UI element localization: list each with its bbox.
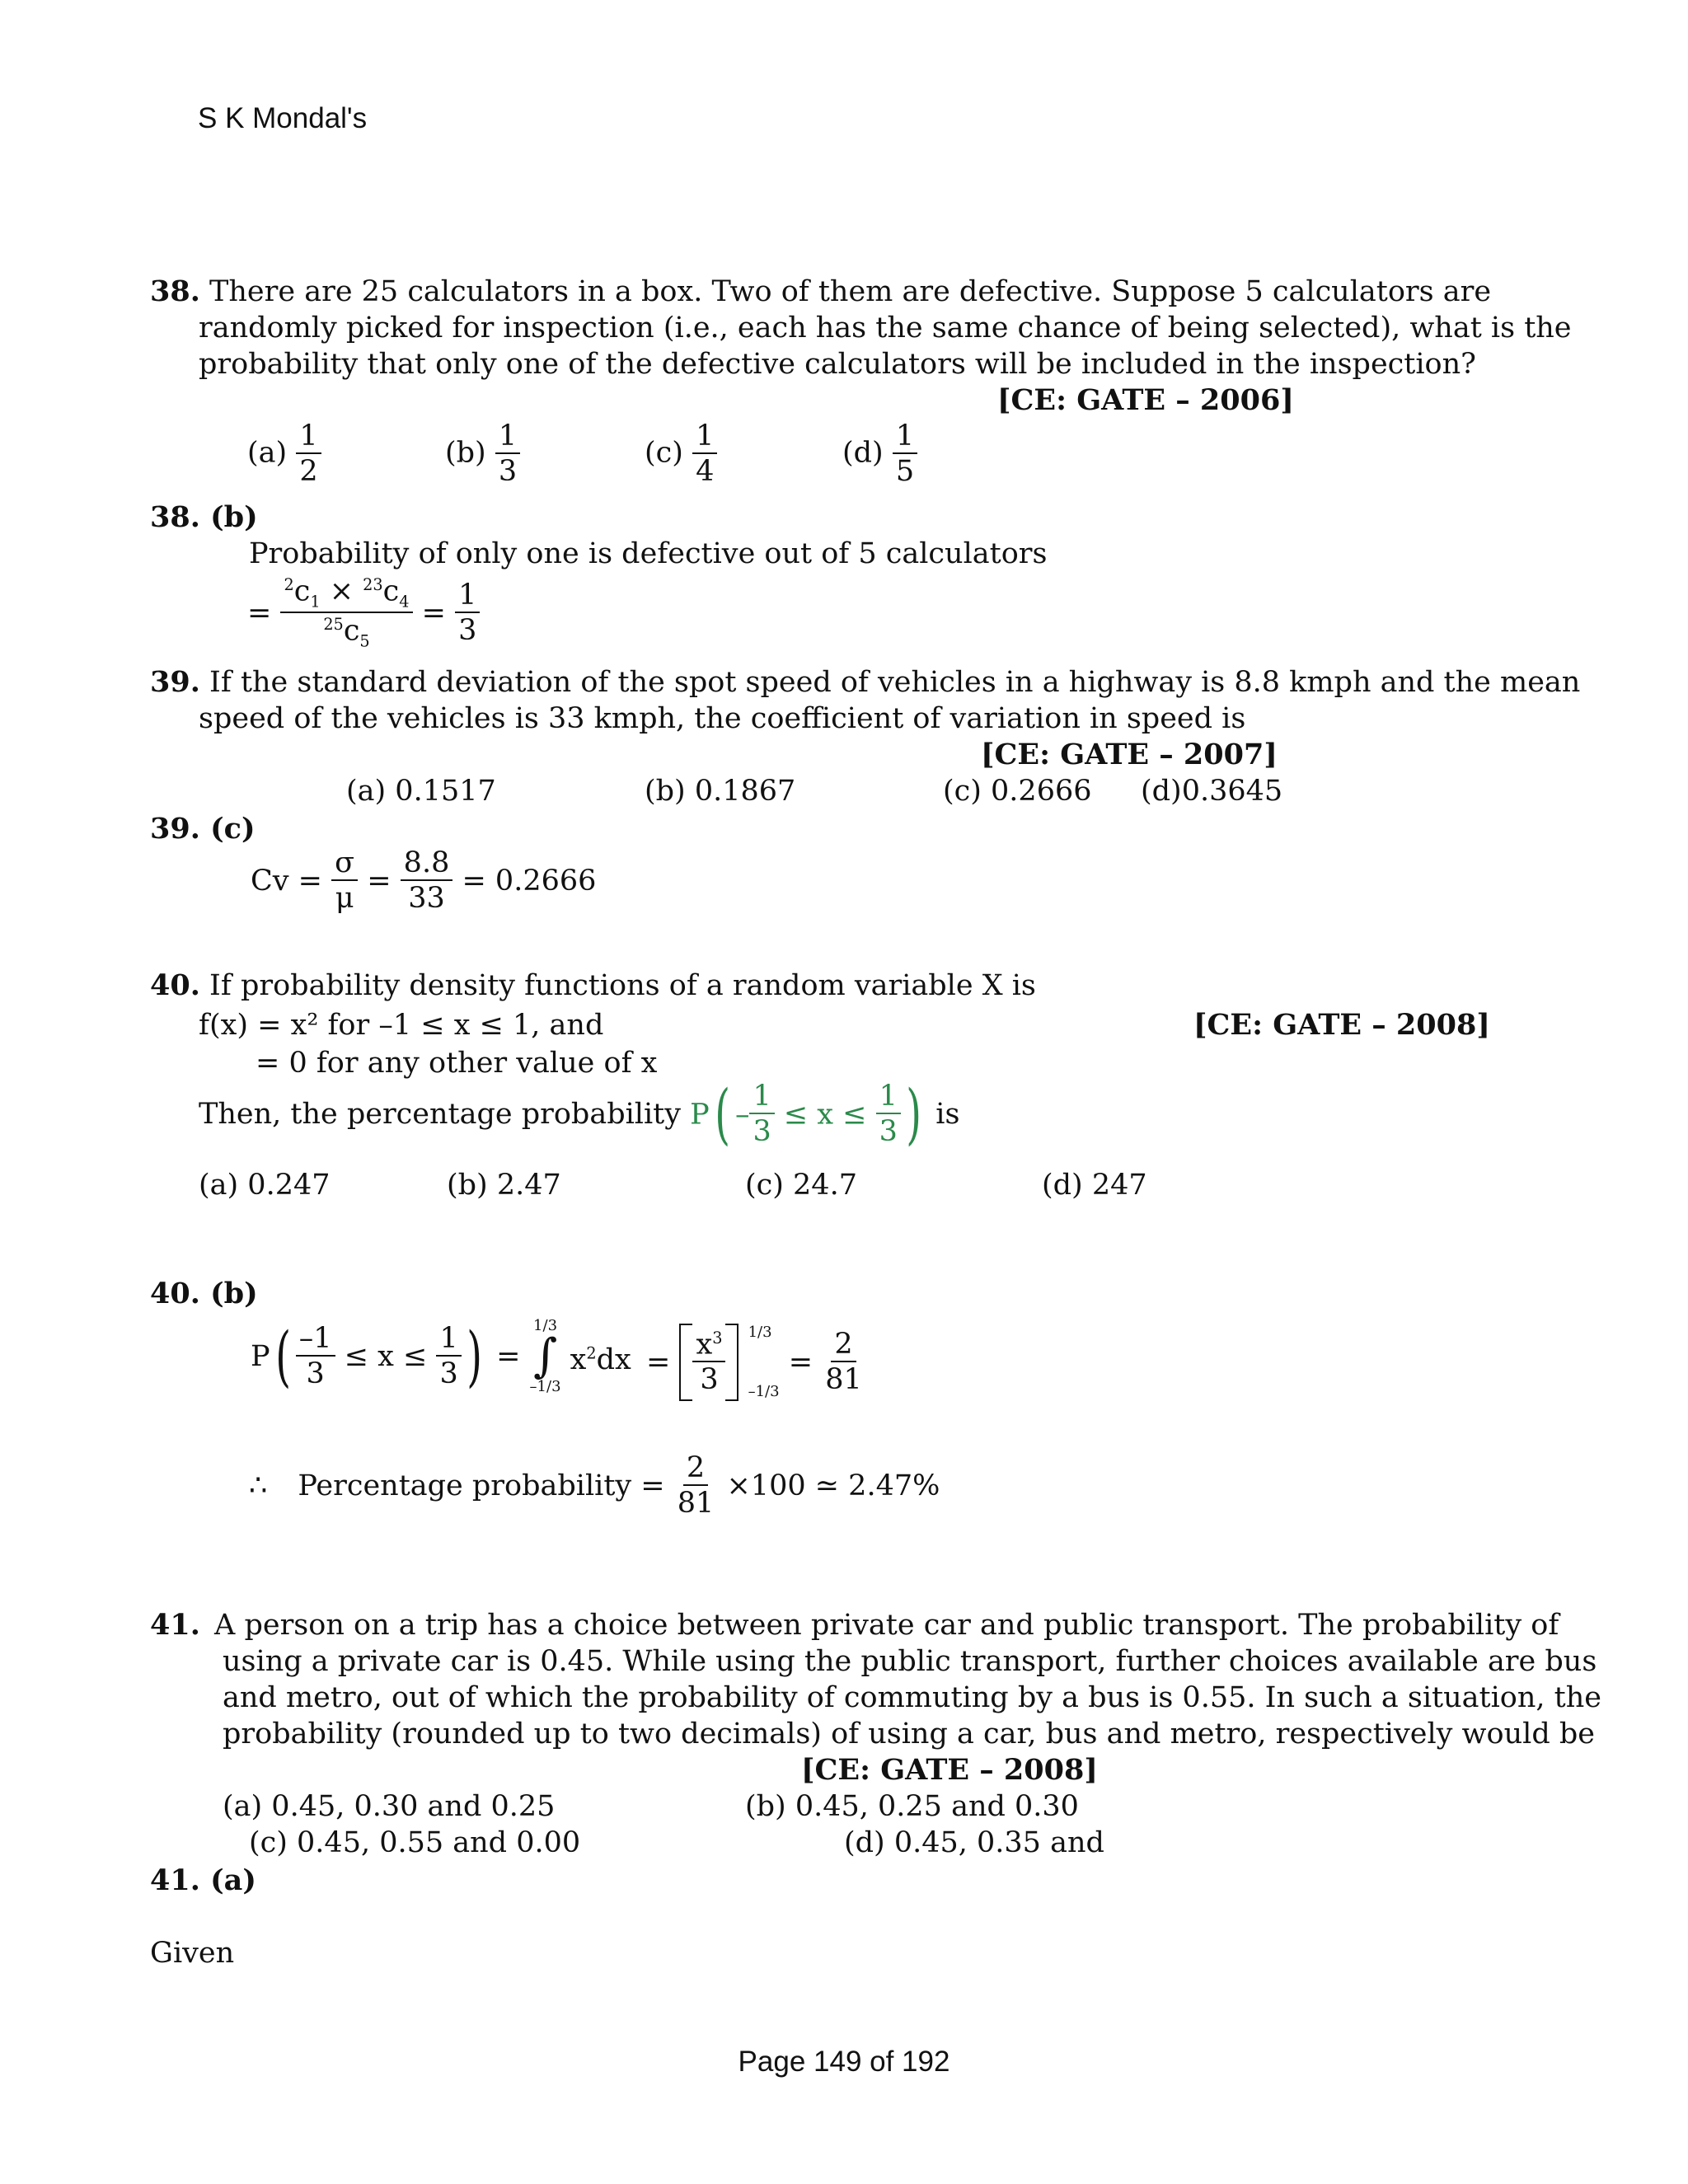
question-text-line: probability (rounded up to two decimals) of using a car, bus and metro, respectively would be xyxy=(223,1718,1595,1750)
numerator: 1 xyxy=(495,422,520,454)
option-c: (c) 0.2666 xyxy=(943,775,1092,808)
fraction xyxy=(893,419,917,488)
exam-source: [CE: GATE – 2007] xyxy=(981,738,1278,771)
numerator: 8.8 xyxy=(401,849,453,881)
question-text: If probability density functions of a random variable X is xyxy=(209,969,1036,1002)
question-text: If the standard deviation of the spot speed of vehicles in a highway is 8.8 kmph and the mean xyxy=(209,666,1581,699)
fraction xyxy=(495,419,520,488)
option-label: (b) xyxy=(445,436,486,470)
fraction xyxy=(296,419,321,488)
option-label: (c) xyxy=(645,436,683,470)
question-text-line: randomly picked for inspection (i.e., each has the same chance of being selected), what is the xyxy=(199,312,1572,344)
question-text-line: speed of the vehicles is 33 kmph, the coefficient of variation in speed is xyxy=(199,702,1246,735)
denominator: 4 xyxy=(696,455,715,488)
question-39 xyxy=(150,664,1580,701)
option-b: (b) 0.45, 0.25 and 0.30 xyxy=(745,1790,1079,1823)
question-text: There are 25 calculators in a box. Two of them are defective. Suppose 5 calculators are xyxy=(209,275,1492,308)
denominator: 5 xyxy=(895,455,915,488)
header-author: S K Mondal's xyxy=(198,102,368,134)
option-b: (b) 0.1867 xyxy=(645,775,796,808)
option-b xyxy=(445,419,520,488)
fraction xyxy=(674,1451,718,1520)
conclusion-result: ×100 ≃ 2.47% xyxy=(726,1469,940,1502)
option-a: (a) 0.1517 xyxy=(346,775,496,808)
option-label: (a) xyxy=(247,436,288,470)
combination-formula: = $\frac{^2c_1 \times ^{23}c_4}{^{25}c_5}$ = $\frac{1}{3}$ xyxy=(247,577,480,649)
integral-expression: P( $\frac{-1}{3}$ ≤ x ≤ $\frac{1}{3}$ ) = 1/3 ∫ –1/3 $x^2dx$ xyxy=(251,1317,631,1395)
fraction: $\frac{^2c_1 \times ^{23}c_4}{^{25}c_5}$ xyxy=(280,577,412,649)
denominator: 3 xyxy=(458,613,477,647)
formula-lhs: Cv = xyxy=(251,865,323,898)
evaluated-expression: = $\frac{x^3}{3}$ 1/3 –1/3 = $\frac{2}{81}$ xyxy=(646,1324,862,1400)
formula-result: = 0.2666 xyxy=(462,865,597,898)
therefore-symbol: ∴ xyxy=(249,1469,268,1502)
denominator: μ xyxy=(335,882,354,915)
page-number: Page 149 of 192 xyxy=(738,2046,950,2078)
question-text-line xyxy=(199,1076,960,1152)
conclusion xyxy=(249,1451,940,1520)
fraction xyxy=(692,419,717,488)
question-text: is xyxy=(935,1098,960,1131)
question-text: Then, the percentage probability xyxy=(199,1098,682,1131)
option-a: (a) 0.247 xyxy=(199,1169,331,1202)
denominator: 33 xyxy=(408,882,445,915)
question-text: A person on a trip has a choice between private car and public transport. The probability of xyxy=(214,1609,1559,1642)
option-c: (c) 0.45, 0.55 and 0.00 xyxy=(249,1826,581,1859)
answer-40: 40. (b) xyxy=(150,1277,258,1310)
exam-source: [CE: GATE – 2008] xyxy=(1193,1008,1490,1042)
denominator: 2 xyxy=(299,455,318,488)
numerator: 1 xyxy=(692,422,717,454)
option-a xyxy=(247,419,321,488)
option-d: (d) 0.45, 0.35 and xyxy=(844,1826,1104,1859)
explanation-text: Probability of only one is defective out of 5 calculators xyxy=(249,537,1048,570)
question-text-line: and metro, out of which the probability of commuting by a bus is 0.55. In such a situation, the xyxy=(223,1681,1601,1714)
numerator: 1 xyxy=(455,581,480,613)
exam-source: [CE: GATE – 2008] xyxy=(801,1753,1098,1787)
exam-source: [CE: GATE – 2006] xyxy=(997,383,1294,417)
question-number: 40. xyxy=(150,968,200,1002)
option-label: (d) xyxy=(842,436,884,470)
question-number: 39. xyxy=(150,665,200,699)
probability-expression: P( – $\frac{1}{3}$ ≤ x ≤ $\frac{1}{3}$ ) xyxy=(690,1076,921,1152)
question-38 xyxy=(150,274,1491,310)
option-d: (d) 247 xyxy=(1042,1169,1147,1202)
question-text-line: probability that only one of the defective calculators will be included in the inspection? xyxy=(199,348,1476,381)
fraction xyxy=(331,846,358,915)
question-text-line: = 0 for any other value of x xyxy=(256,1047,658,1080)
question-number: 38. xyxy=(150,274,200,308)
option-c xyxy=(645,419,717,488)
given-label: Given xyxy=(150,1937,235,1970)
answer-41: 41. (a) xyxy=(150,1863,256,1897)
question-41 xyxy=(150,1607,1559,1643)
option-d: (d)0.3645 xyxy=(1141,775,1283,808)
fraction xyxy=(455,578,480,647)
numerator: 1 xyxy=(893,422,917,454)
question-40 xyxy=(150,968,1036,1004)
denominator: 81 xyxy=(677,1487,715,1520)
option-b: (b) 2.47 xyxy=(447,1169,561,1202)
option-c: (c) 24.7 xyxy=(745,1169,857,1202)
denominator: 3 xyxy=(498,455,518,488)
option-d xyxy=(842,419,917,488)
answer-38: 38. (b) xyxy=(150,500,258,534)
cv-formula: Cv = $\frac{\sigma}{\mu}$ = $\frac{8.8}{33}$ = 0.2666 xyxy=(251,846,597,915)
numerator: 1 xyxy=(296,422,321,454)
numerator: 2 xyxy=(683,1454,708,1486)
fraction xyxy=(401,846,453,915)
answer-39: 39. (c) xyxy=(150,812,256,846)
numerator: σ xyxy=(331,849,358,881)
question-text-line: using a private car is 0.45. While using the public transport, further choices available are bus xyxy=(223,1645,1597,1678)
question-number: 41. xyxy=(150,1608,200,1642)
question-text-line: f(x) = x² for –1 ≤ x ≤ 1, and xyxy=(199,1009,604,1042)
option-a: (a) 0.45, 0.30 and 0.25 xyxy=(223,1790,556,1823)
conclusion-label: Percentage probability = xyxy=(298,1469,665,1502)
